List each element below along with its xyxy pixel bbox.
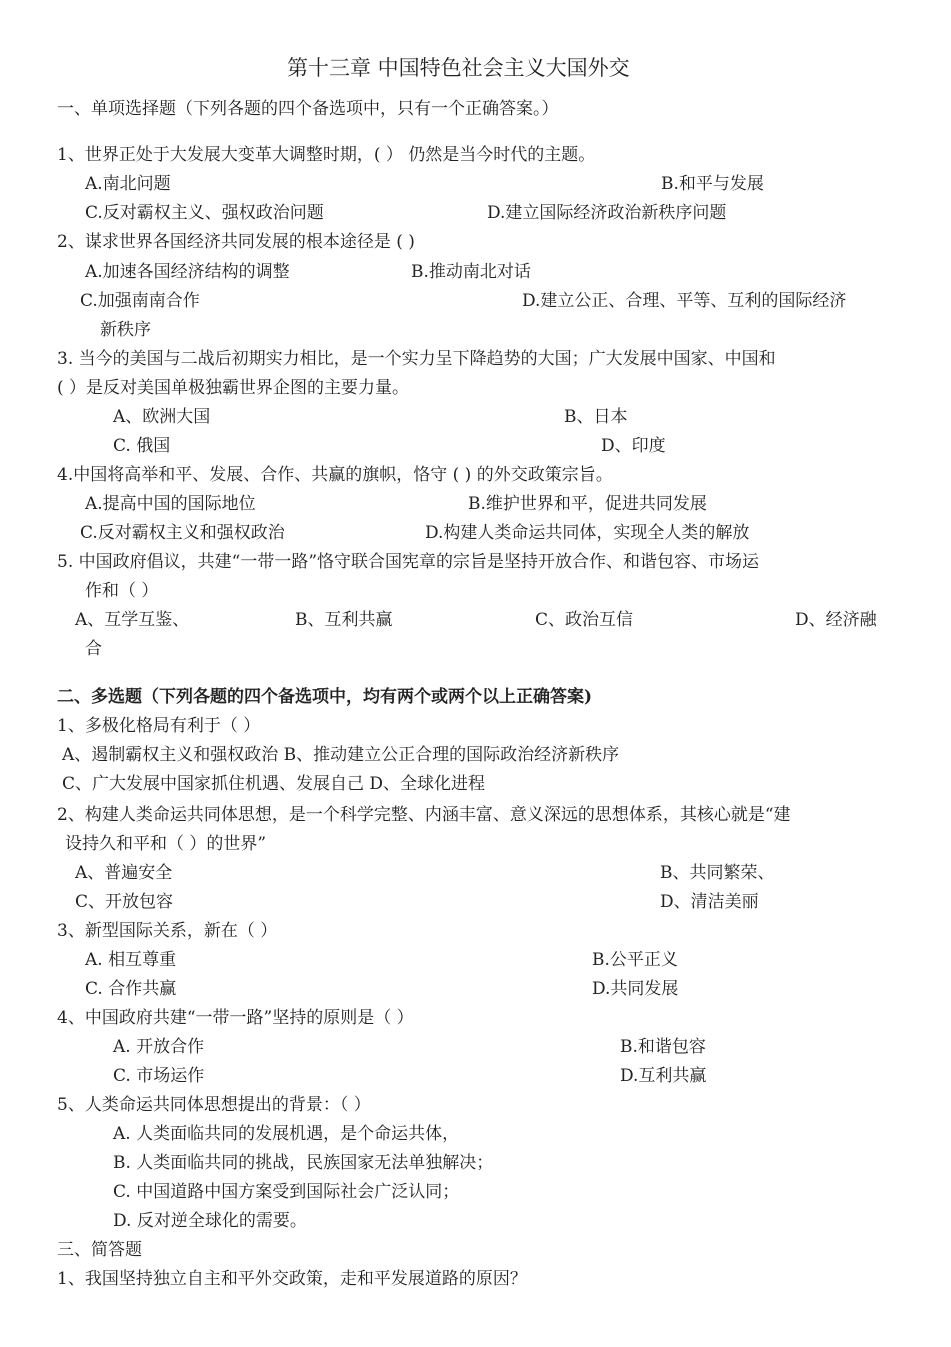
- s3-q1: 1、我国坚持独立自主和平外交政策，走和平发展道路的原因？: [57, 1269, 527, 1289]
- s2-q5-option-a: A. 人类面临共同的发展机遇，是个命运共体，: [113, 1124, 460, 1144]
- s2-q2-option-a: A、普遍安全: [75, 863, 173, 883]
- s1-q5-option-b: B、互利共赢: [295, 610, 393, 630]
- s1-q4-option-c: C.反对霸权主义和强权政治: [80, 523, 285, 543]
- s2-q2-option-c: C、开放包容: [75, 892, 174, 912]
- s2-q4-option-d: D.互利共赢: [620, 1066, 707, 1086]
- s1-q4-option-d: D.构建人类命运共同体，实现全人类的解放: [425, 523, 750, 543]
- s1-q3-option-d: D、印度: [601, 436, 666, 456]
- s1-q5-stem: 5. 中国政府倡议，共建“一带一路”恪守联合国宪章的宗旨是坚持开放合作、和谐包容、市场运: [57, 552, 760, 572]
- s1-q1-option-c: C.反对霸权主义、强权政治问题: [85, 203, 324, 223]
- s2-q3-option-c: C. 合作共赢: [85, 979, 177, 999]
- s2-q4-option-c: C. 市场运作: [113, 1066, 205, 1086]
- s1-q5-option-d: D、经济融: [795, 610, 877, 630]
- s1-q2-option-d: D.建立公正、合理、平等、互利的国际经济: [522, 291, 847, 311]
- s2-q3-option-d: D.共同发展: [592, 979, 679, 999]
- s2-q3-option-b: B.公平正义: [592, 950, 678, 970]
- s1-q2-option-a: A.加速各国经济结构的调整: [85, 262, 290, 282]
- s2-q1-stem: 1、多极化格局有利于（ ）: [57, 716, 261, 736]
- s2-q2-stem: 2、构建人类命运共同体思想，是一个科学完整、内涵丰富、意义深远的思想体系，其核心就是“建: [57, 805, 791, 825]
- s2-q1-options-cd: C、广大发展中国家抓住机遇、发展自己 D、全球化进程: [62, 774, 486, 794]
- s2-q4-option-a: A. 开放合作: [113, 1037, 205, 1057]
- s2-q3-stem: 3、新型国际关系，新在（ ）: [57, 921, 278, 941]
- s1-q2-option-c: C.加强南南合作: [80, 291, 200, 311]
- s1-q5-option-c: C、政治互信: [535, 610, 634, 630]
- s2-q5-stem: 5、人类命运共同体思想提出的背景：（ ）: [57, 1095, 371, 1115]
- s2-q1-options-ab: A、遏制霸权主义和强权政治 B、推动建立公正合理的国际政治经济新秩序: [62, 745, 620, 765]
- s1-q5-stem-cont: 作和（ ）: [85, 581, 159, 601]
- s1-q1-option-d: D.建立国际经济政治新秩序问题: [487, 203, 727, 223]
- s2-q5-option-b: B. 人类面临共同的挑战，民族国家无法单独解决；: [113, 1153, 494, 1173]
- s1-q4-stem: 4.中国将高举和平、发展、合作、共赢的旗帜，恪守 ( ) 的外交政策宗旨。: [57, 465, 613, 485]
- s2-q4-option-b: B.和谐包容: [620, 1037, 706, 1057]
- s2-q5-option-c: C. 中国道路中国方案受到国际社会广泛认同；: [113, 1182, 460, 1202]
- s1-q4-option-a: A.提高中国的国际地位: [85, 494, 256, 514]
- s1-q5-option-a: A、互学互鉴、: [75, 610, 190, 630]
- s1-q3-stem: 3. 当今的美国与二战后初期实力相比，是一个实力呈下降趋势的大国；广大发展中国家、中国和: [57, 349, 776, 369]
- s1-q1-option-a: A.南北问题: [85, 174, 171, 194]
- section2-heading: 二、多选题（下列各题的四个备选项中，均有两个或两个以上正确答案): [57, 687, 593, 707]
- s1-q2-option-b: B.推动南北对话: [411, 262, 531, 282]
- s2-q2-option-d: D、清洁美丽: [660, 892, 759, 912]
- s1-q5-option-d-cont: 合: [85, 639, 102, 659]
- s1-q4-option-b: B.维护世界和平，促进共同发展: [468, 494, 707, 514]
- s1-q3-option-c: C. 俄国: [113, 436, 171, 456]
- s1-q3-option-b: B、日本: [564, 407, 628, 427]
- s1-q2-option-d-cont: 新秩序: [100, 320, 151, 340]
- section3-heading: 三、简答题: [57, 1240, 142, 1260]
- s2-q2-stem-cont: 设持久和平和（ ）的世界”: [65, 834, 267, 854]
- s2-q4-stem: 4、中国政府共建“一带一路”坚持的原则是（ ）: [57, 1008, 414, 1028]
- page-title: 第十三章 中国特色社会主义大国外交: [287, 56, 630, 80]
- section1-heading: 一、单项选择题（下列各题的四个备选项中，只有一个正确答案。）: [57, 99, 559, 119]
- s1-q1-option-b: B.和平与发展: [661, 174, 764, 194]
- s2-q3-option-a: A. 相互尊重: [85, 950, 177, 970]
- s1-q2-stem: 2、谋求世界各国经济共同发展的根本途径是 ( ): [57, 232, 415, 252]
- s1-q3-stem-cont: ( ）是反对美国单极独霸世界企图的主要力量。: [57, 378, 410, 398]
- s2-q5-option-d: D. 反对逆全球化的需要。: [113, 1211, 307, 1231]
- s2-q2-option-b: B、共同繁荣、: [660, 863, 775, 883]
- s1-q1-stem: 1、世界正处于大发展大变革大调整时期，( ） 仍然是当今时代的主题。: [57, 145, 596, 165]
- s1-q3-option-a: A、欧洲大国: [113, 407, 211, 427]
